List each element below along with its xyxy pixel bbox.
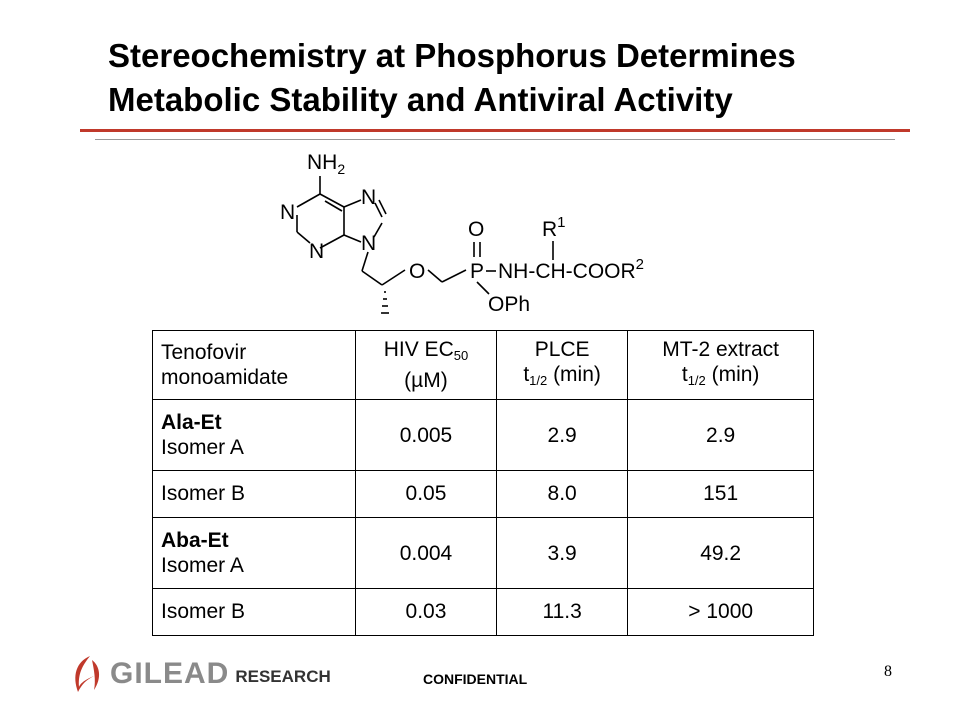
row-mt2: 49.2 [628,518,814,589]
page-number: 8 [884,663,892,680]
logo-subtitle: RESEARCH [235,667,331,686]
row-mt2: 2.9 [628,400,814,471]
gilead-logo [70,654,331,694]
title-rule-red [80,129,910,132]
header-compound: Tenofovir monoamidate [153,331,356,400]
header-ec50: HIV $EC_{50}$ (µM) [356,331,497,400]
r-group: $R^1$ [542,214,566,241]
row-ec50: 0.004 [356,518,497,589]
row-ec50: 0.03 [356,589,497,636]
logo-word: GILEAD [110,657,230,690]
phenoxy-label: OPh [488,293,531,316]
title-line-1: Stereochemistry at Phosphorus Determines [108,37,796,74]
row-plce: 11.3 [496,589,627,636]
ether-oxygen: O [409,260,426,283]
row-mt2: > 1000 [628,589,814,636]
header-mt2: MT-2 extract $t_{1/2}$ (min) [628,331,814,400]
row-plce: 8.0 [496,471,627,518]
ring-n-2: N [280,201,296,224]
amine-label: $NH_2$ [307,151,346,177]
ring-n-1: N [361,186,377,209]
row-ec50: 0.05 [356,471,497,518]
row-plce: 3.9 [496,518,627,589]
table-row [153,471,814,518]
table-row [153,518,814,589]
confidential-label: CONFIDENTIAL [423,671,528,687]
chemical-structure [262,140,702,325]
table-row [153,400,814,471]
amide-chain: NH-CH-COOR$^2$ [498,256,644,283]
results-table [152,330,814,636]
row-ec50: 0.005 [356,400,497,471]
table-header-row [153,331,814,400]
row-mt2: 151 [628,471,814,518]
row-compound: Aba-Et Isomer A [153,518,356,589]
row-compound: Isomer B [153,589,356,636]
ring-n-3: N [309,240,325,263]
ring-n-4: N [361,232,377,255]
gilead-leaf-icon [70,654,104,694]
header-plce: PLCE $t_{1/2}$ (min) [496,331,627,400]
phosphorus-label: P [470,260,485,283]
oxo-oxygen: O [468,218,485,241]
row-compound: Isomer B [153,471,356,518]
row-compound: Ala-Et Isomer A [153,400,356,471]
row-plce: 2.9 [496,400,627,471]
slide-title [108,34,928,122]
table-row [153,589,814,636]
title-line-2: Metabolic Stability and Antiviral Activity [108,81,733,118]
